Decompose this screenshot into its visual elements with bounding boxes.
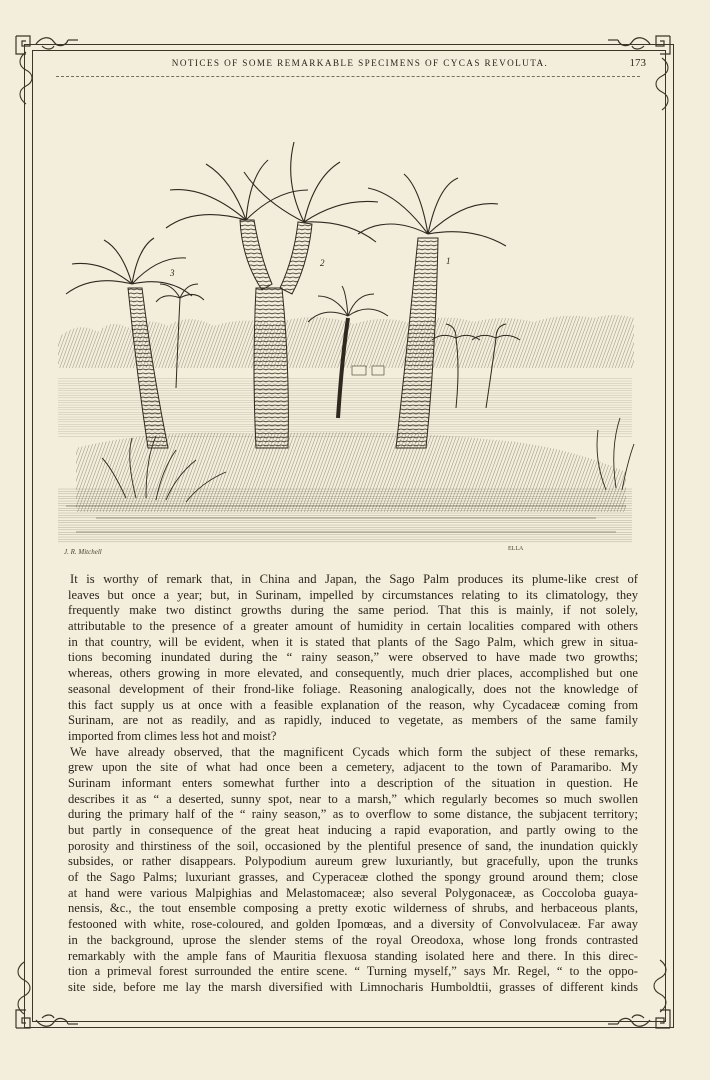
engraving-illustration (56, 88, 636, 558)
text-line: seasonal development of their frond-like foliage. Reasoning analogically, does not the knowledge of (68, 681, 638, 696)
text-line: of the Sago Palms; luxuriant grasses, and Cyperaceæ clothed the spongy ground around them; close (68, 870, 638, 885)
text-line: festooned with white, rose-coloured, and golden Ipomœas, and a diversity of Convolvulaceæ. Far away (68, 917, 638, 932)
tree-label-3: 3 (170, 268, 175, 278)
running-head: NOTICES OF SOME REMARKABLE SPECIMENS OF CYCAS REVOLUTA. (171, 58, 549, 68)
text-line: remarkably with the ample fans of Mauritia flexuosa standing isolated here and there. In this direc- (68, 948, 638, 963)
text-line: We have already observed, that the magnificent Cycads which form the subject of these remarks, (70, 744, 638, 759)
text-line: nensis, &c., the tout ensemble composing a pretty exotic wilderness of shrubs, and herbaceous plants, (68, 901, 638, 916)
text-line: at hand were various Malpighias and Melastomaceæ; also several Polygonaceæ, as Coccoloba guaya- (68, 885, 638, 900)
text-line: site side, before me lay the marsh diversified with Limnocharis Humboldtii, grasses of different kinds (68, 979, 638, 994)
text-line: grew upon the site of what had once been a cemetery, adjacent to the town of Paramaribo. My (68, 760, 638, 775)
side-ornament-left-top (16, 50, 36, 106)
text-line: in the background, uprose the slender stems of the royal Oreodoxa, whose long fronds contrasted (68, 932, 638, 947)
text-line: porosity and thirstiness of the soil, occasioned by the plentiful presence of sand, the inundation quickly (68, 838, 638, 853)
text-line: whereas, others growing in more elevated, and consequently, much drier places, accomplished but one (68, 666, 638, 681)
text-line: but partly in consequence of the great heat inducing a rapid evaporation, and partly owing to the (68, 823, 638, 837)
text-line: during the primary half of the “ rainy season,” as to overflow to some distance, the subjacent territory; (68, 807, 638, 822)
text-line: frequently make two distinct growths during the same period. That this is mainly, if not solely, (68, 603, 638, 618)
side-ornament-right-bottom (650, 958, 670, 1014)
text-line: leaves but once a year; but, in Surinam, impelled by circumstances relating to its climatology, they (68, 587, 638, 602)
engraver-signature: J. R. Mitchell (64, 548, 102, 556)
page-number: 173 (629, 57, 646, 69)
tree-label-1: 1 (446, 256, 451, 266)
side-ornament-left-bottom (14, 960, 34, 1016)
text-line: attributable to the presence of a greater amount of humidity in certain localities compared with others (68, 619, 638, 634)
text-line: this fact supply us at once with a feasible explanation of the reason, why Cycadaceæ coming from (68, 697, 638, 712)
header-rule (56, 76, 640, 77)
text-line: tions becoming inundated during the “ rainy season,” were observed to have made two growths; (68, 650, 638, 665)
text-line: It is worthy of remark that, in China and Japan, the Sago Palm produces its plume-like crest of (70, 572, 638, 586)
cycas-engraving (56, 88, 636, 558)
text-line: in that country, will be evident, when it is stated that plants of the Sago Palm, which grew in situa- (68, 634, 638, 649)
text-line: tion a primeval forest surrounded the entire scene. “ Turning myself,” says Mr. Regel, “ to the oppo- (68, 964, 638, 979)
text-line: describes it as “ a deserted, sunny spot, near to a marsh,” which regularly becomes so much swollen (68, 791, 638, 806)
tree-label-2: 2 (320, 258, 325, 268)
side-ornament-right-top (652, 56, 672, 112)
text-line: Surinam, are not as readily, and as rapidly, induced to vegetate, as members of the same family (68, 713, 638, 728)
text-line: imported from climes less hot and moist? (68, 728, 277, 743)
text-line: Surinam informant enters somewhat further into a description of the situation in question. He (68, 775, 638, 790)
page-header (60, 56, 646, 74)
body-text (68, 572, 638, 996)
text-line: subsides, or rather disappears. Polypodium aureum grew luxuriantly, but gracefully, upon the trunks (68, 854, 638, 869)
engraver-mark: ELLA (508, 546, 524, 552)
